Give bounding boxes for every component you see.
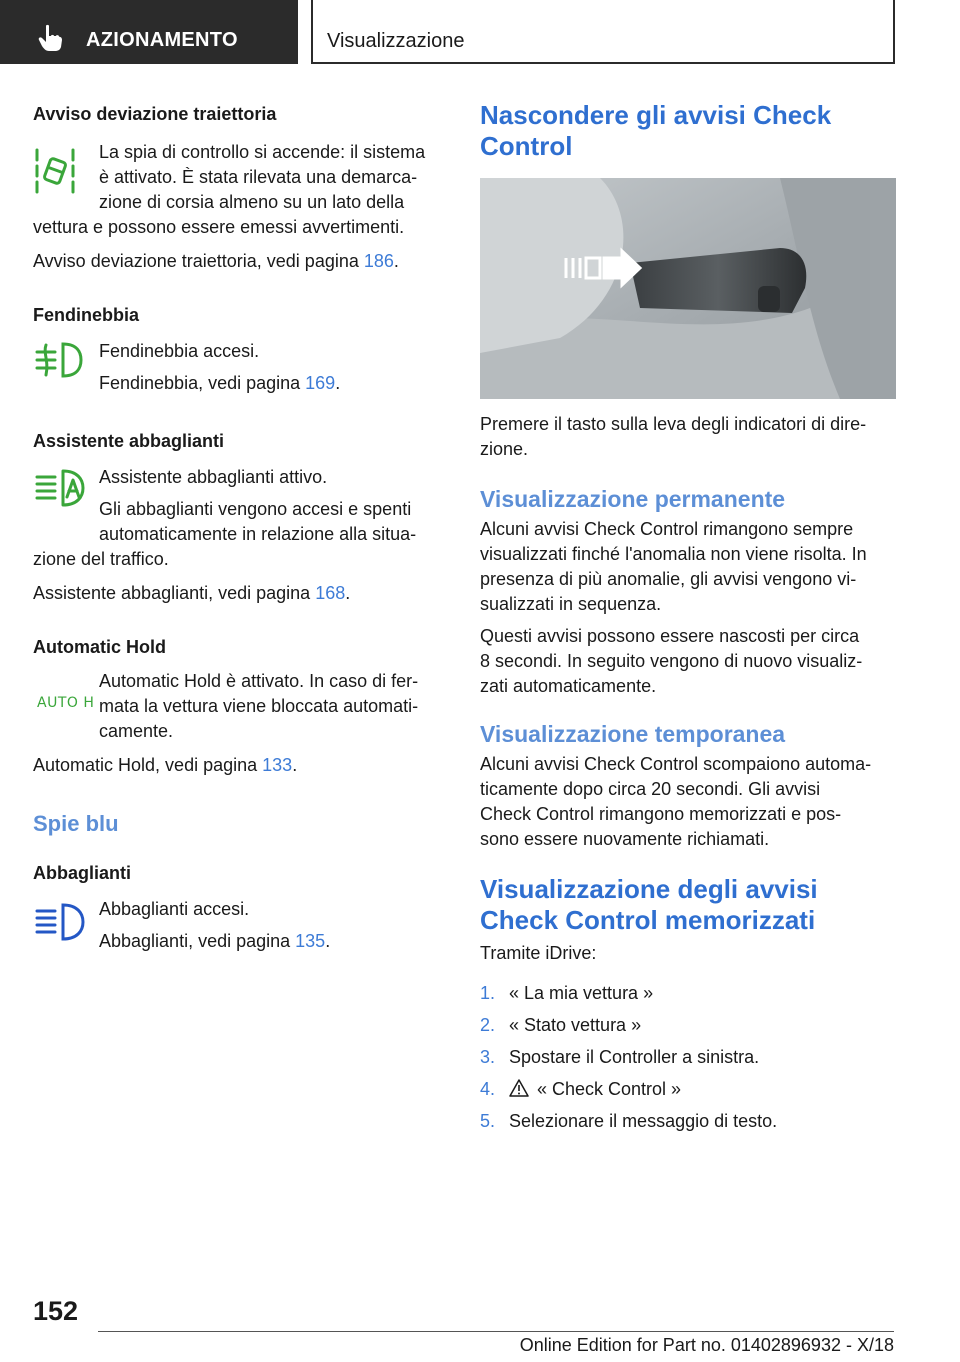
highbeam-block [33,897,443,954]
steps-list [480,981,896,1134]
fog-block [33,339,443,396]
lane-block [33,140,443,215]
stored-intro: Tramite iDrive: [480,943,597,963]
photo-caption: Premere il tasto sulla leva degli indicatori di dire- zione. [480,414,867,459]
warning-triangle-icon [509,1079,529,1097]
autohold-line-3: camente. [99,721,174,741]
lever-illustration [480,178,896,399]
stored-heading: Visualizzazione degli avvisi Check Control memorizzati [480,874,818,935]
autohold-title: Automatic Hold [33,637,166,657]
list-item: 1. « La mia vettura » [480,983,654,1003]
highbeam-assist-line-3: automaticamente in relazione alla situa- [99,524,417,544]
page-number: 152 [33,1296,79,1326]
high-beam-icon [33,901,87,943]
auto-hold-icon: AUTO H [37,695,95,711]
lane-ref: Avviso deviazione traiettoria, vedi pagina 186. [33,251,399,271]
lane-title: Avviso deviazione traiettoria [33,104,277,124]
permanent-heading: Visualizzazione permanente [480,486,786,512]
right-column [480,100,896,1141]
highbeam-title: Abbaglianti [33,863,131,883]
footer-divider [98,1331,894,1332]
chapter-tab [311,0,895,64]
autohold-block [33,669,443,744]
highbeam-assist-cont: zione del traffico. [33,549,169,569]
temporary-p1: Alcuni avvisi Check Control scompaiono automa- ticamente dopo circa 20 secondi. Gli avvisi Check Control rimangono memorizzati e pos- sono essere nuovamente richiamati. [480,754,872,849]
highbeam-assist-page-link[interactable]: 168 [315,583,346,603]
lane-cont: vettura e possono essere emessi avvertimenti. [33,217,405,237]
lane-departure-icon [33,144,77,196]
section-tab [0,0,298,64]
lane-line-1: La spia di controllo si accende: il sistema [99,142,426,162]
lane-line-2: è attivato. È stata rilevata una demarca- [99,167,418,187]
highbeam-assist-title: Assistente abbaglianti [33,431,225,451]
fog-ref: Fendinebbia, vedi pagina 169. [99,373,341,393]
highbeam-assist-ref: Assistente abbaglianti, vedi pagina 168. [33,583,351,603]
autohold-line-1: Automatic Hold è attivato. In caso di fer- [99,671,419,691]
fog-light-icon [33,339,85,381]
permanent-p1: Alcuni avvisi Check Control rimangono sempre visualizzati finché l'anomalia non viene risolta. In presenza di più anomalie, gli avvisi vengono vi- sualizzati in sequenza. [480,519,867,614]
hide-checkcontrol-heading: Nascondere gli avvisi Check Control [480,100,832,161]
highbeam-ref: Abbaglianti, vedi pagina 135. [99,931,331,951]
fog-title: Fendinebbia [33,305,140,325]
highbeam-assist-line-2: Gli abbaglianti vengono accesi e spenti [99,499,412,519]
highbeam-line-1: Abbaglianti accesi. [99,899,250,919]
highbeam-assist-icon [33,467,87,509]
section-label: AZIONAMENTO [86,29,238,51]
turn-signal-lever-photo [480,178,896,399]
chapter-label: Visualizzazione [327,30,465,52]
highbeam-assist-line-1: Assistente abbaglianti attivo. [99,467,328,487]
list-item: 5. Selezionare il messaggio di testo. [480,1111,778,1131]
list-item: 2. « Stato vettura » [480,1015,642,1035]
autohold-ref: Automatic Hold, vedi pagina 133. [33,755,298,775]
autohold-line-2: mata la vettura viene bloccata automati- [99,696,419,716]
edition-text: Online Edition for Part no. 01402896932 - X/18 [519,1335,894,1355]
temporary-heading: Visualizzazione temporanea [480,721,786,747]
list-item: 3. Spostare il Controller a sinistra. [480,1047,760,1067]
list-item: 4. « Check Control » [480,1079,682,1099]
highbeam-assist-block [33,465,443,547]
permanent-p2: Questi avvisi possono essere nascosti per circa 8 secondi. In seguito vengono di nuovo visualiz- zati automaticamente. [480,626,863,696]
highbeam-page-link[interactable]: 135 [295,931,326,951]
left-column [33,100,443,954]
lane-page-link[interactable]: 186 [363,251,394,271]
blue-lights-heading: Spie blu [33,811,119,836]
fog-line-1: Fendinebbia accesi. [99,341,260,361]
fog-page-link[interactable]: 169 [305,373,336,393]
autohold-page-link[interactable]: 133 [262,755,293,775]
hand-pointer-icon [38,24,64,52]
lane-line-3: zione di corsia almeno su un lato della [99,192,405,212]
